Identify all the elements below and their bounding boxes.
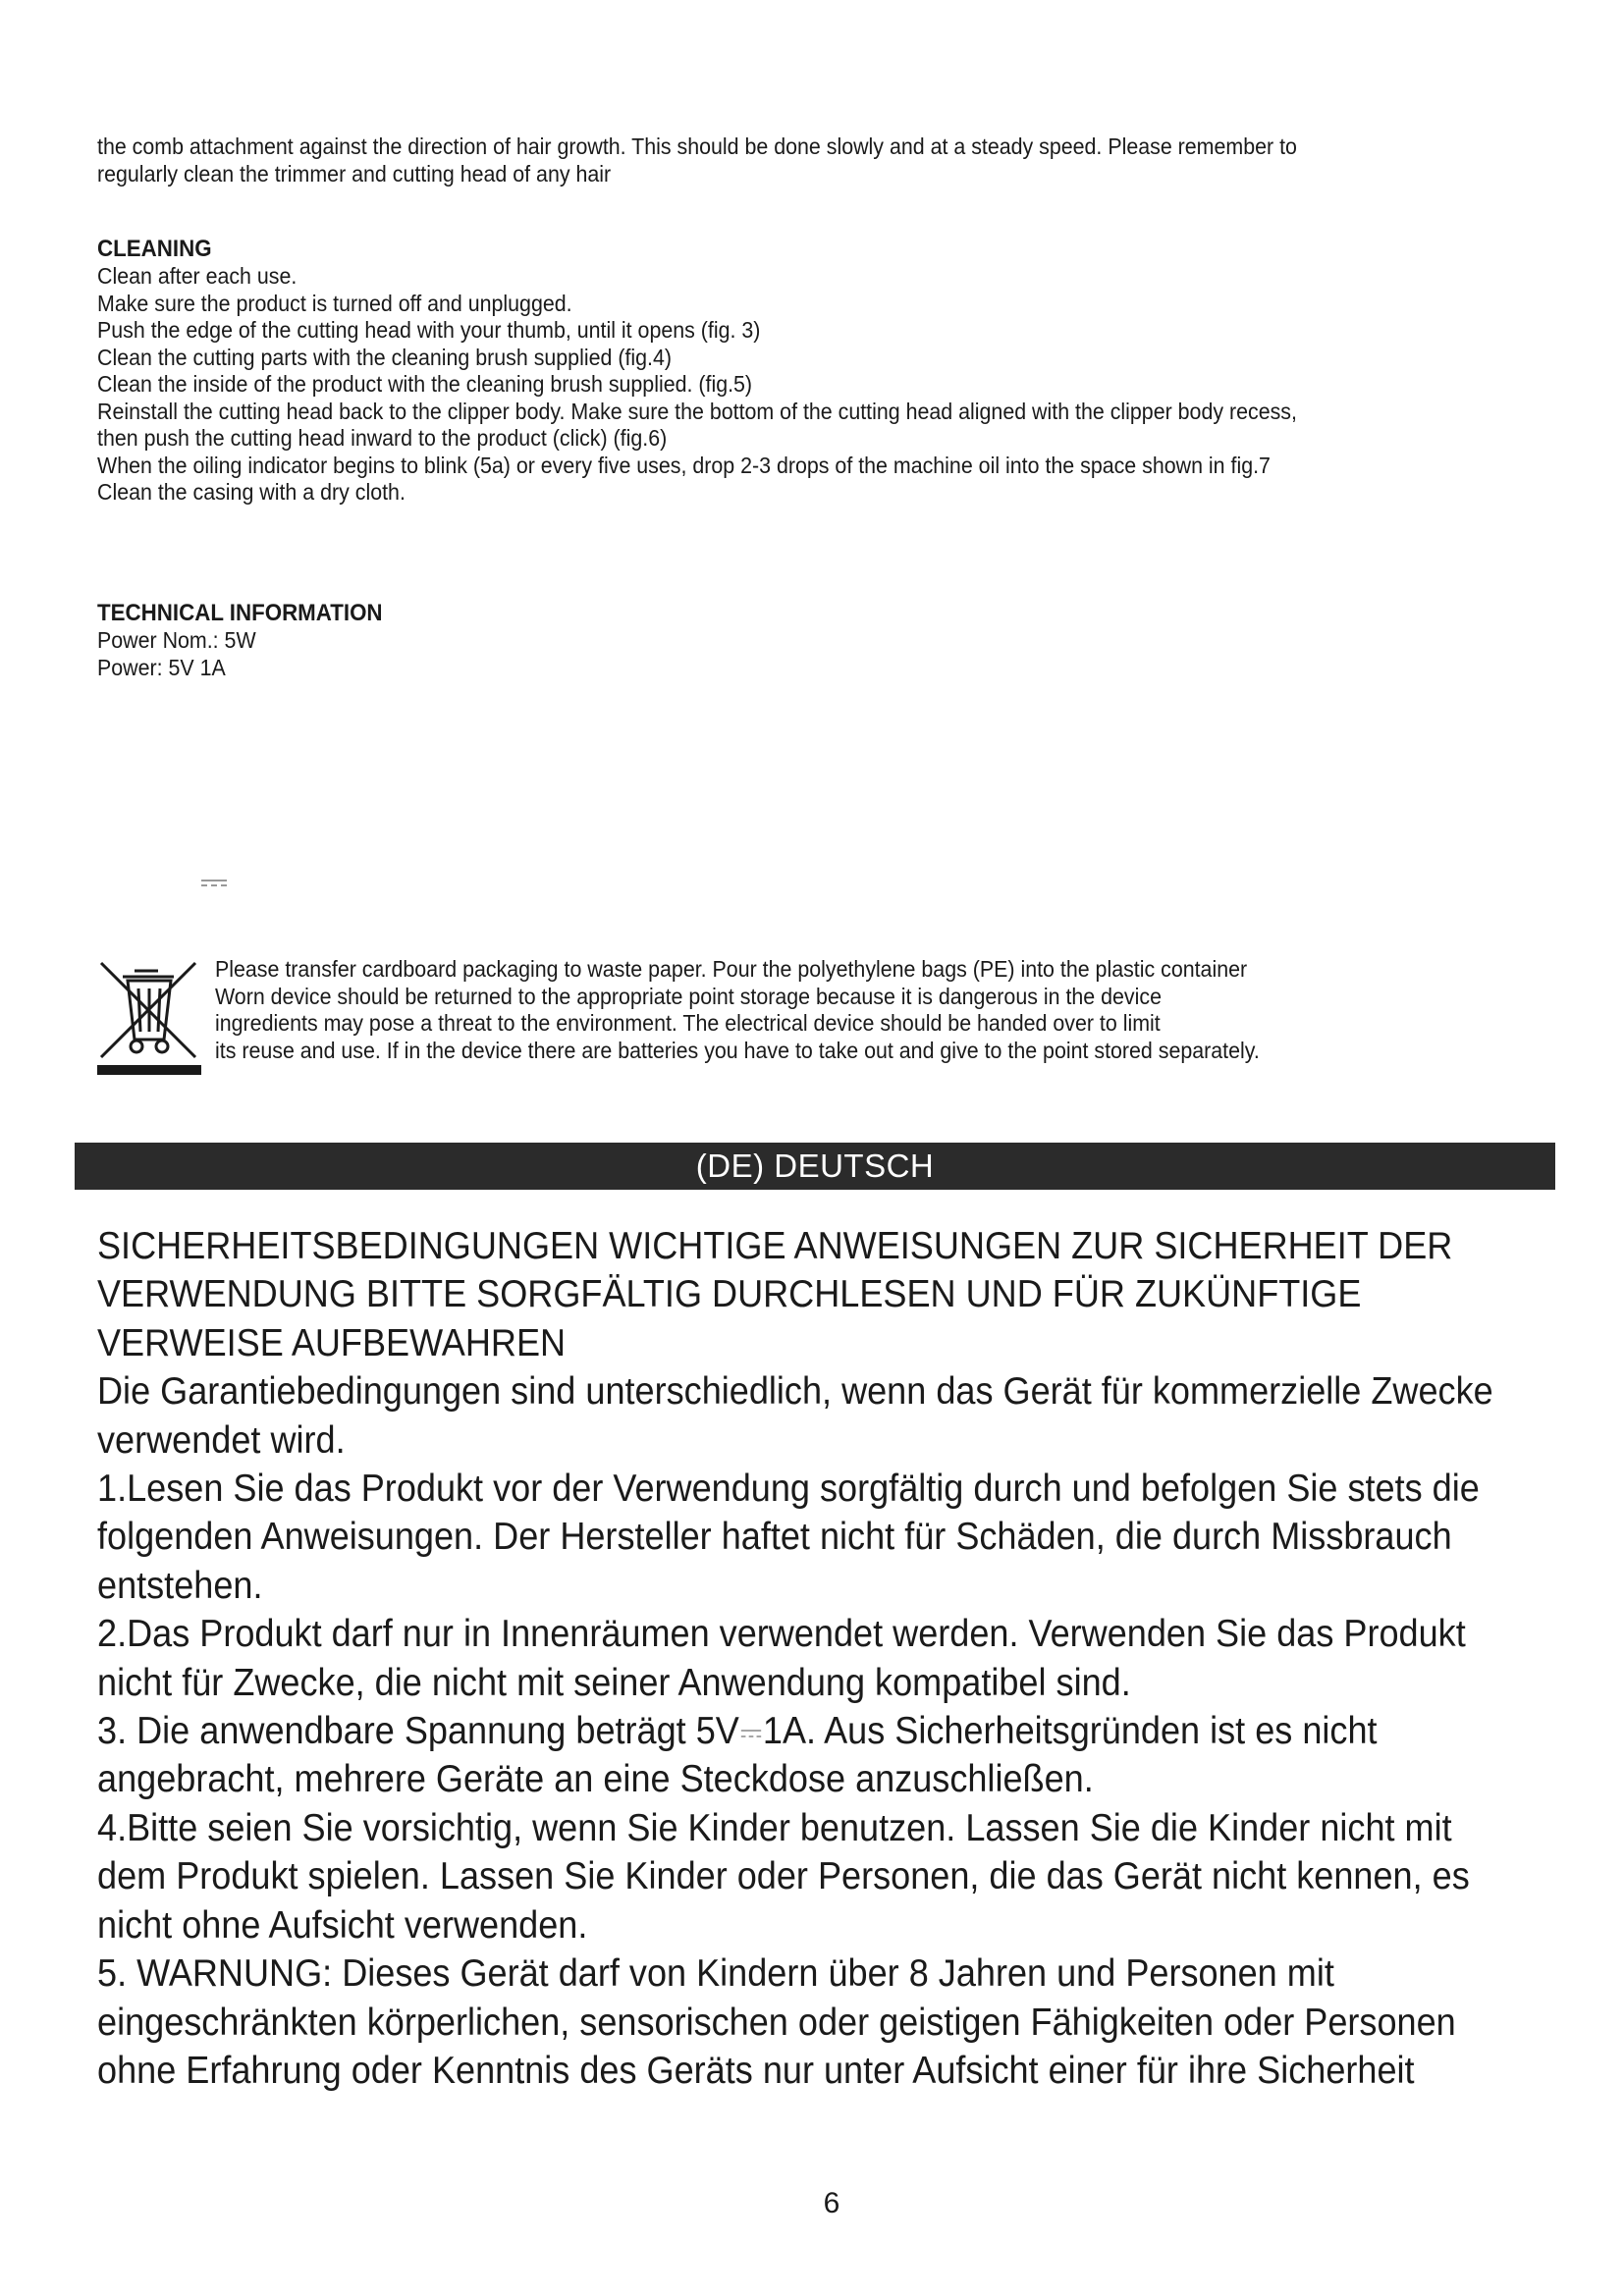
technical-section: [97, 600, 1412, 681]
german-line: angebracht, mehrere Geräte an eine Steckdose anzuschließen.: [97, 1758, 1094, 1801]
german-line: nicht ohne Aufsicht verwenden.: [97, 1903, 588, 1947]
german-line: 2.Das Produkt darf nur in Innenräumen verwendet werden. Verwenden Sie das Produkt: [97, 1613, 1466, 1656]
cleaning-line: Clean after each use.: [97, 263, 298, 289]
dc-current-icon: [201, 879, 227, 888]
german-voltage-line: [97, 1707, 1460, 1755]
german-line: verwendet wird.: [97, 1418, 346, 1462]
recycling-line: Worn device should be returned to the appropriate point storage because it is dangerous in the device: [215, 983, 1162, 1009]
german-line: 5. WARNUNG: Dieses Gerät darf von Kindern über 8 Jahren und Personen mit: [97, 1952, 1334, 1996]
cleaning-line: Push the edge of the cutting head with your thumb, until it opens (fig. 3): [97, 317, 761, 343]
technical-line: Power Nom.: 5W: [97, 627, 256, 653]
german-title-line: SICHERHEITSBEDINGUNGEN WICHTIGE ANWEISUNGEN ZUR SICHERHEIT DER: [97, 1225, 1453, 1267]
german-section: [97, 1222, 1493, 2095]
german-line: dem Produkt spielen. Lassen Sie Kinder oder Personen, die das Gerät nicht kennen, es: [97, 1855, 1470, 1898]
dc-current-icon: [739, 1727, 763, 1740]
voltage-text-post: 1A. Aus Sicherheitsgründen ist es nicht: [762, 1710, 1378, 1753]
recycling-paragraph: [215, 956, 1260, 1064]
cleaning-heading: CLEANING: [97, 236, 212, 262]
german-line: 1.Lesen Sie das Produkt vor der Verwendung sorgfältig durch und befolgen Sie stets die: [97, 1468, 1480, 1511]
language-section-bar: (DE) DEUTSCH: [75, 1143, 1555, 1190]
german-line: eingeschränkten körperlichen, sensorischen oder geistigen Fähigkeiten oder Personen: [97, 2001, 1456, 2044]
german-line: nicht für Zwecke, die nicht mit seiner Anwendung kompatibel sind.: [97, 1661, 1131, 1704]
cleaning-line: Make sure the product is turned off and unplugged.: [97, 290, 572, 316]
page-number: 6: [823, 2187, 840, 2219]
intro-paragraph: [97, 133, 1412, 187]
recycling-line: its reuse and use. If in the device there are batteries you have to take out and give to the point stored separately.: [215, 1037, 1260, 1063]
recycling-line: Please transfer cardboard packaging to waste paper. Pour the polyethylene bags (PE) into the plastic container: [215, 956, 1248, 982]
technical-line: Power: 5V 1A: [97, 654, 226, 680]
german-line: entstehen.: [97, 1564, 263, 1607]
cleaning-line: Clean the inside of the product with the cleaning brush supplied. (fig.5): [97, 371, 753, 397]
voltage-text-pre: 3. Die anwendbare Spannung beträgt 5V: [97, 1710, 739, 1753]
recycling-line: ingredients may pose a threat to the environment. The electrical device should be handed over to limit: [215, 1010, 1161, 1036]
crossed-bin-icon: [97, 957, 201, 1077]
cleaning-section: [97, 236, 1412, 507]
german-title-line: VERWEISE AUFBEWAHREN: [97, 1321, 567, 1364]
german-line: Die Garantiebedingungen sind unterschiedlich, wenn das Gerät für kommerzielle Zwecke: [97, 1370, 1493, 1414]
german-line: folgenden Anweisungen. Der Hersteller haftet nicht für Schäden, die durch Missbrauch: [97, 1516, 1452, 1559]
technical-heading: TECHNICAL INFORMATION: [97, 600, 383, 626]
german-title-line: VERWENDUNG BITTE SORGFÄLTIG DURCHLESEN UND FÜR ZUKÜNFTIGE: [97, 1273, 1362, 1316]
german-line: ohne Erfahrung oder Kenntnis des Geräts nur unter Aufsicht einer für ihre Sicherheit: [97, 2049, 1415, 2092]
cleaning-line: Clean the cutting parts with the cleaning brush supplied (fig.4): [97, 344, 672, 370]
intro-line: regularly clean the trimmer and cutting head of any hair: [97, 160, 612, 187]
german-line: 4.Bitte seien Sie vorsichtig, wenn Sie Kinder benutzen. Lassen Sie die Kinder nicht mit: [97, 1806, 1452, 1849]
cleaning-line: When the oiling indicator begins to blink (5a) or every five uses, drop 2-3 drops of the machine oil into the space shown in fig.7: [97, 452, 1271, 478]
cleaning-line: then push the cutting head inward to the product (click) (fig.6): [97, 425, 668, 451]
cleaning-line: Clean the casing with a dry cloth.: [97, 479, 406, 505]
intro-line: the comb attachment against the direction of hair growth. This should be done slowly and at a steady speed. Please remember to: [97, 133, 1297, 159]
cleaning-line: Reinstall the cutting head back to the clipper body. Make sure the bottom of the cutting head aligned with the clipper body recess,: [97, 398, 1297, 424]
